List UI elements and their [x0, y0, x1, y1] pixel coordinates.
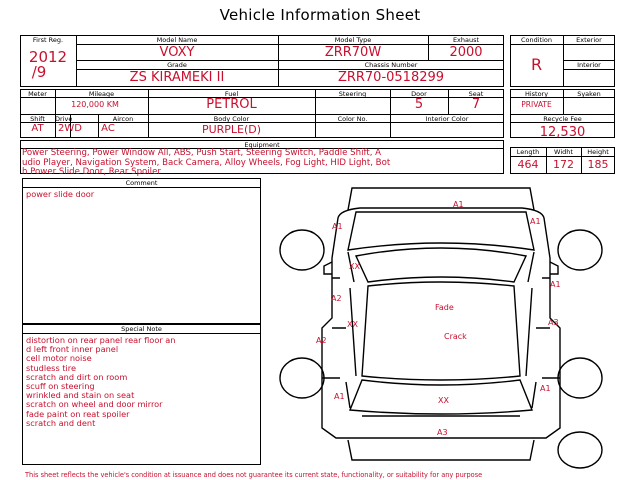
damage-right-a1-mid: A1: [550, 280, 561, 289]
history-label: History: [524, 90, 549, 98]
roof: [362, 282, 520, 380]
shift-value: AT: [31, 123, 44, 134]
damage-right-front-a1: A1: [530, 217, 541, 226]
length-value: 464: [517, 158, 539, 171]
damage-rear-xx: XX: [438, 396, 449, 405]
special-note-item: d left front inner panel: [26, 344, 119, 355]
damage-left-rear-a1: A1: [334, 392, 345, 401]
seat-label: Seat: [468, 90, 484, 98]
equipment-text: [22, 149, 502, 178]
mileage-label: Mileage: [88, 90, 115, 98]
rear-bumper: [348, 440, 534, 460]
comment-label: Comment: [125, 179, 158, 187]
damage-rear-a3: A3: [437, 428, 448, 437]
mileage-value: 120,000 KM: [71, 100, 119, 109]
color-no-label: Color No.: [337, 115, 368, 123]
spare-tire: [558, 432, 602, 468]
bonnet: [348, 212, 534, 250]
special-note-item: distortion on rear panel rear floor an: [26, 335, 176, 345]
damage-left-xx-1: XX: [349, 262, 360, 271]
exterior-label: Exterior: [576, 36, 602, 44]
model-name-value: VOXY: [159, 45, 195, 60]
special-note-item: scratch and dent: [26, 417, 96, 428]
comment-block: [22, 178, 261, 324]
door-label: Door: [411, 90, 427, 98]
chassis-number-value: ZRR70-0518299: [337, 70, 445, 85]
special-note-item: fade paint on reat spoiler: [26, 408, 130, 419]
width-label: Widht: [554, 148, 573, 156]
special-note-item: wrinkled and stain on seat: [26, 390, 135, 401]
damage-right-rear-a1: A1: [540, 384, 551, 393]
body-color-value: PURPLE(D): [201, 123, 262, 136]
equipment-line: udio Player, Navigation System, Back Camera, Alloy Wheels, Fog Light, HID Light, Bot: [22, 157, 391, 168]
special-note-list: [26, 336, 258, 428]
wheel-front-right: [558, 230, 602, 270]
steering-label: Steering: [338, 90, 367, 98]
shift-label: Shift: [30, 115, 45, 123]
meter-label: Meter: [28, 90, 47, 98]
windshield: [356, 248, 526, 282]
damage-right-a3: A3: [548, 318, 559, 327]
condition-value: R: [530, 55, 543, 74]
special-note-item: scuff on steering: [26, 381, 95, 392]
recycle-fee-value: 12,530: [539, 125, 586, 140]
model-type-value: ZRR70W: [324, 45, 382, 60]
front-bumper: [348, 188, 534, 210]
special-note-item: studless tire: [26, 362, 77, 373]
damage-roof-fade: Fade: [435, 303, 454, 312]
first-reg-label: First Reg.: [32, 36, 64, 44]
height-value: 185: [587, 158, 609, 171]
disclaimer-footer: This sheet reflects the vehicle's condition at issuance and does not guarantee its current state, functionality, or suitability for any purpose: [25, 471, 483, 479]
damage-left-xx-2: XX: [347, 320, 358, 329]
history-value: PRIVATE: [521, 100, 552, 109]
sheet-title: Vehicle Information Sheet: [219, 6, 421, 24]
equipment-line: Power Steering, Power Window All, ABS, Push Start, Steering Switch, Paddle Shift, A: [22, 148, 382, 158]
drive-value: 2WD: [58, 123, 82, 134]
condition-label: Condition: [520, 36, 553, 44]
special-note-label: Special Note: [121, 325, 162, 333]
grade-value: ZS KIRAMEKI II: [129, 70, 225, 85]
damage-left-a2-upper: A2: [331, 294, 342, 303]
exhaust-label: Exhaust: [452, 36, 480, 44]
damage-roof-crack: Crack: [444, 332, 467, 341]
car-damage-diagram: [270, 178, 620, 470]
aircon-value: AC: [101, 123, 115, 134]
body-color-label: Body Color: [213, 115, 250, 123]
drive-label: Drive: [55, 115, 73, 123]
first-reg-month: /9: [31, 63, 47, 81]
equipment-label: Equipment: [244, 141, 280, 149]
syaken-label: Syaken: [577, 90, 601, 98]
grade-label: Grade: [167, 61, 187, 69]
special-note-item: cell motor noise: [26, 353, 92, 364]
fuel-label: Fuel: [224, 90, 239, 98]
damage-left-front-a1: A1: [332, 222, 343, 231]
exhaust-value: 2000: [449, 45, 483, 60]
damage-left-a2-lower: A2: [316, 336, 327, 345]
fuel-value: PETROL: [206, 97, 257, 112]
width-value: 172: [553, 158, 574, 171]
model-name-label: Model Name: [156, 36, 198, 44]
special-note-item: scratch and dirt on room: [26, 371, 128, 382]
aircon-label: Aircon: [112, 115, 134, 123]
recycle-fee-label: Recycle Fee: [543, 115, 582, 123]
seat-value: 7: [471, 97, 481, 112]
wheel-rear-right: [558, 358, 602, 398]
comment-text: power slide door: [26, 189, 95, 199]
interior-color-label: Interior Color: [425, 115, 469, 123]
interior-label: Interior: [577, 61, 601, 69]
door-value: 5: [414, 97, 424, 112]
height-label: Height: [587, 148, 609, 156]
wheel-rear-left: [280, 358, 324, 398]
equipment-line: h Power Slide Door, Rear Spoiler: [22, 167, 161, 178]
chassis-number-label: Chassis Number: [364, 61, 418, 69]
model-type-label: Model Type: [334, 36, 372, 44]
special-note-item: scratch on wheel and door mirror: [26, 399, 163, 410]
damage-front-a1: A1: [453, 200, 464, 209]
first-reg-year: 2012: [28, 48, 68, 66]
length-label: Length: [516, 148, 540, 156]
wheel-front-left: [280, 230, 324, 270]
